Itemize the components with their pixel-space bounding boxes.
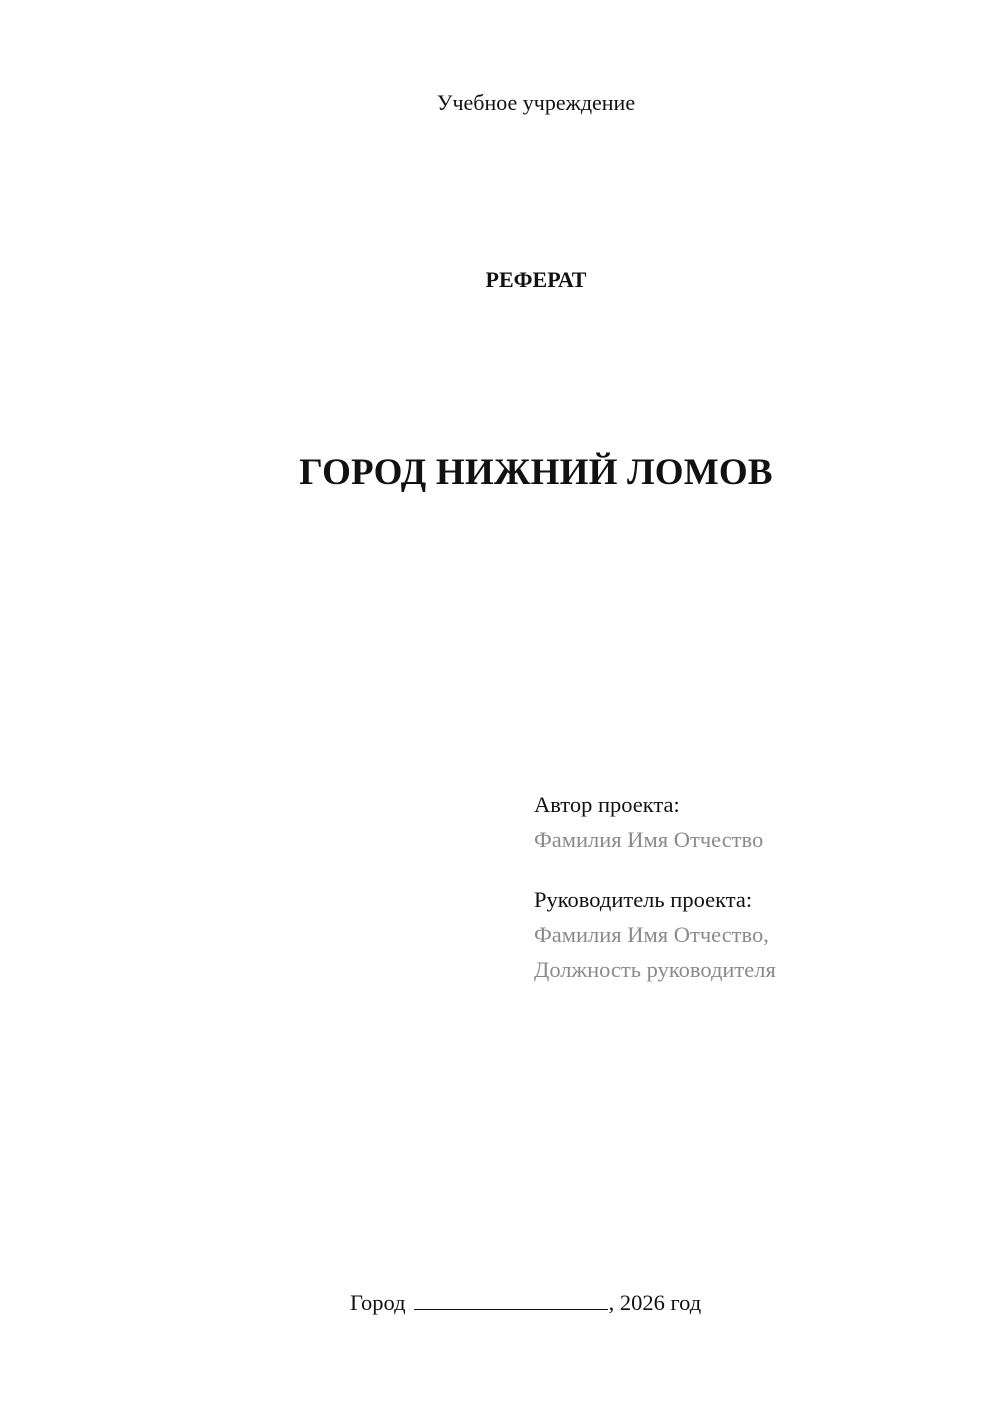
author-name: Фамилия Имя Отчество (534, 827, 764, 852)
city-blank-line (414, 1289, 608, 1310)
supervisor-label: Руководитель проекта: (534, 887, 753, 912)
credits-spacer (534, 857, 776, 882)
city-label: Город (350, 1290, 406, 1315)
year-text: , 2026 год (608, 1290, 702, 1315)
author-label: Автор проекта: (534, 792, 680, 817)
document-type: РЕФЕРАТ (485, 267, 587, 292)
supervisor-position: Должность руководителя (534, 957, 776, 982)
document-title: ГОРОД НИЖНИЙ ЛОМОВ (299, 452, 773, 493)
institution-name: Учебное учреждение (436, 90, 636, 115)
credits-block (534, 787, 776, 987)
footer-line (350, 1289, 701, 1316)
supervisor-name: Фамилия Имя Отчество, (534, 922, 769, 947)
